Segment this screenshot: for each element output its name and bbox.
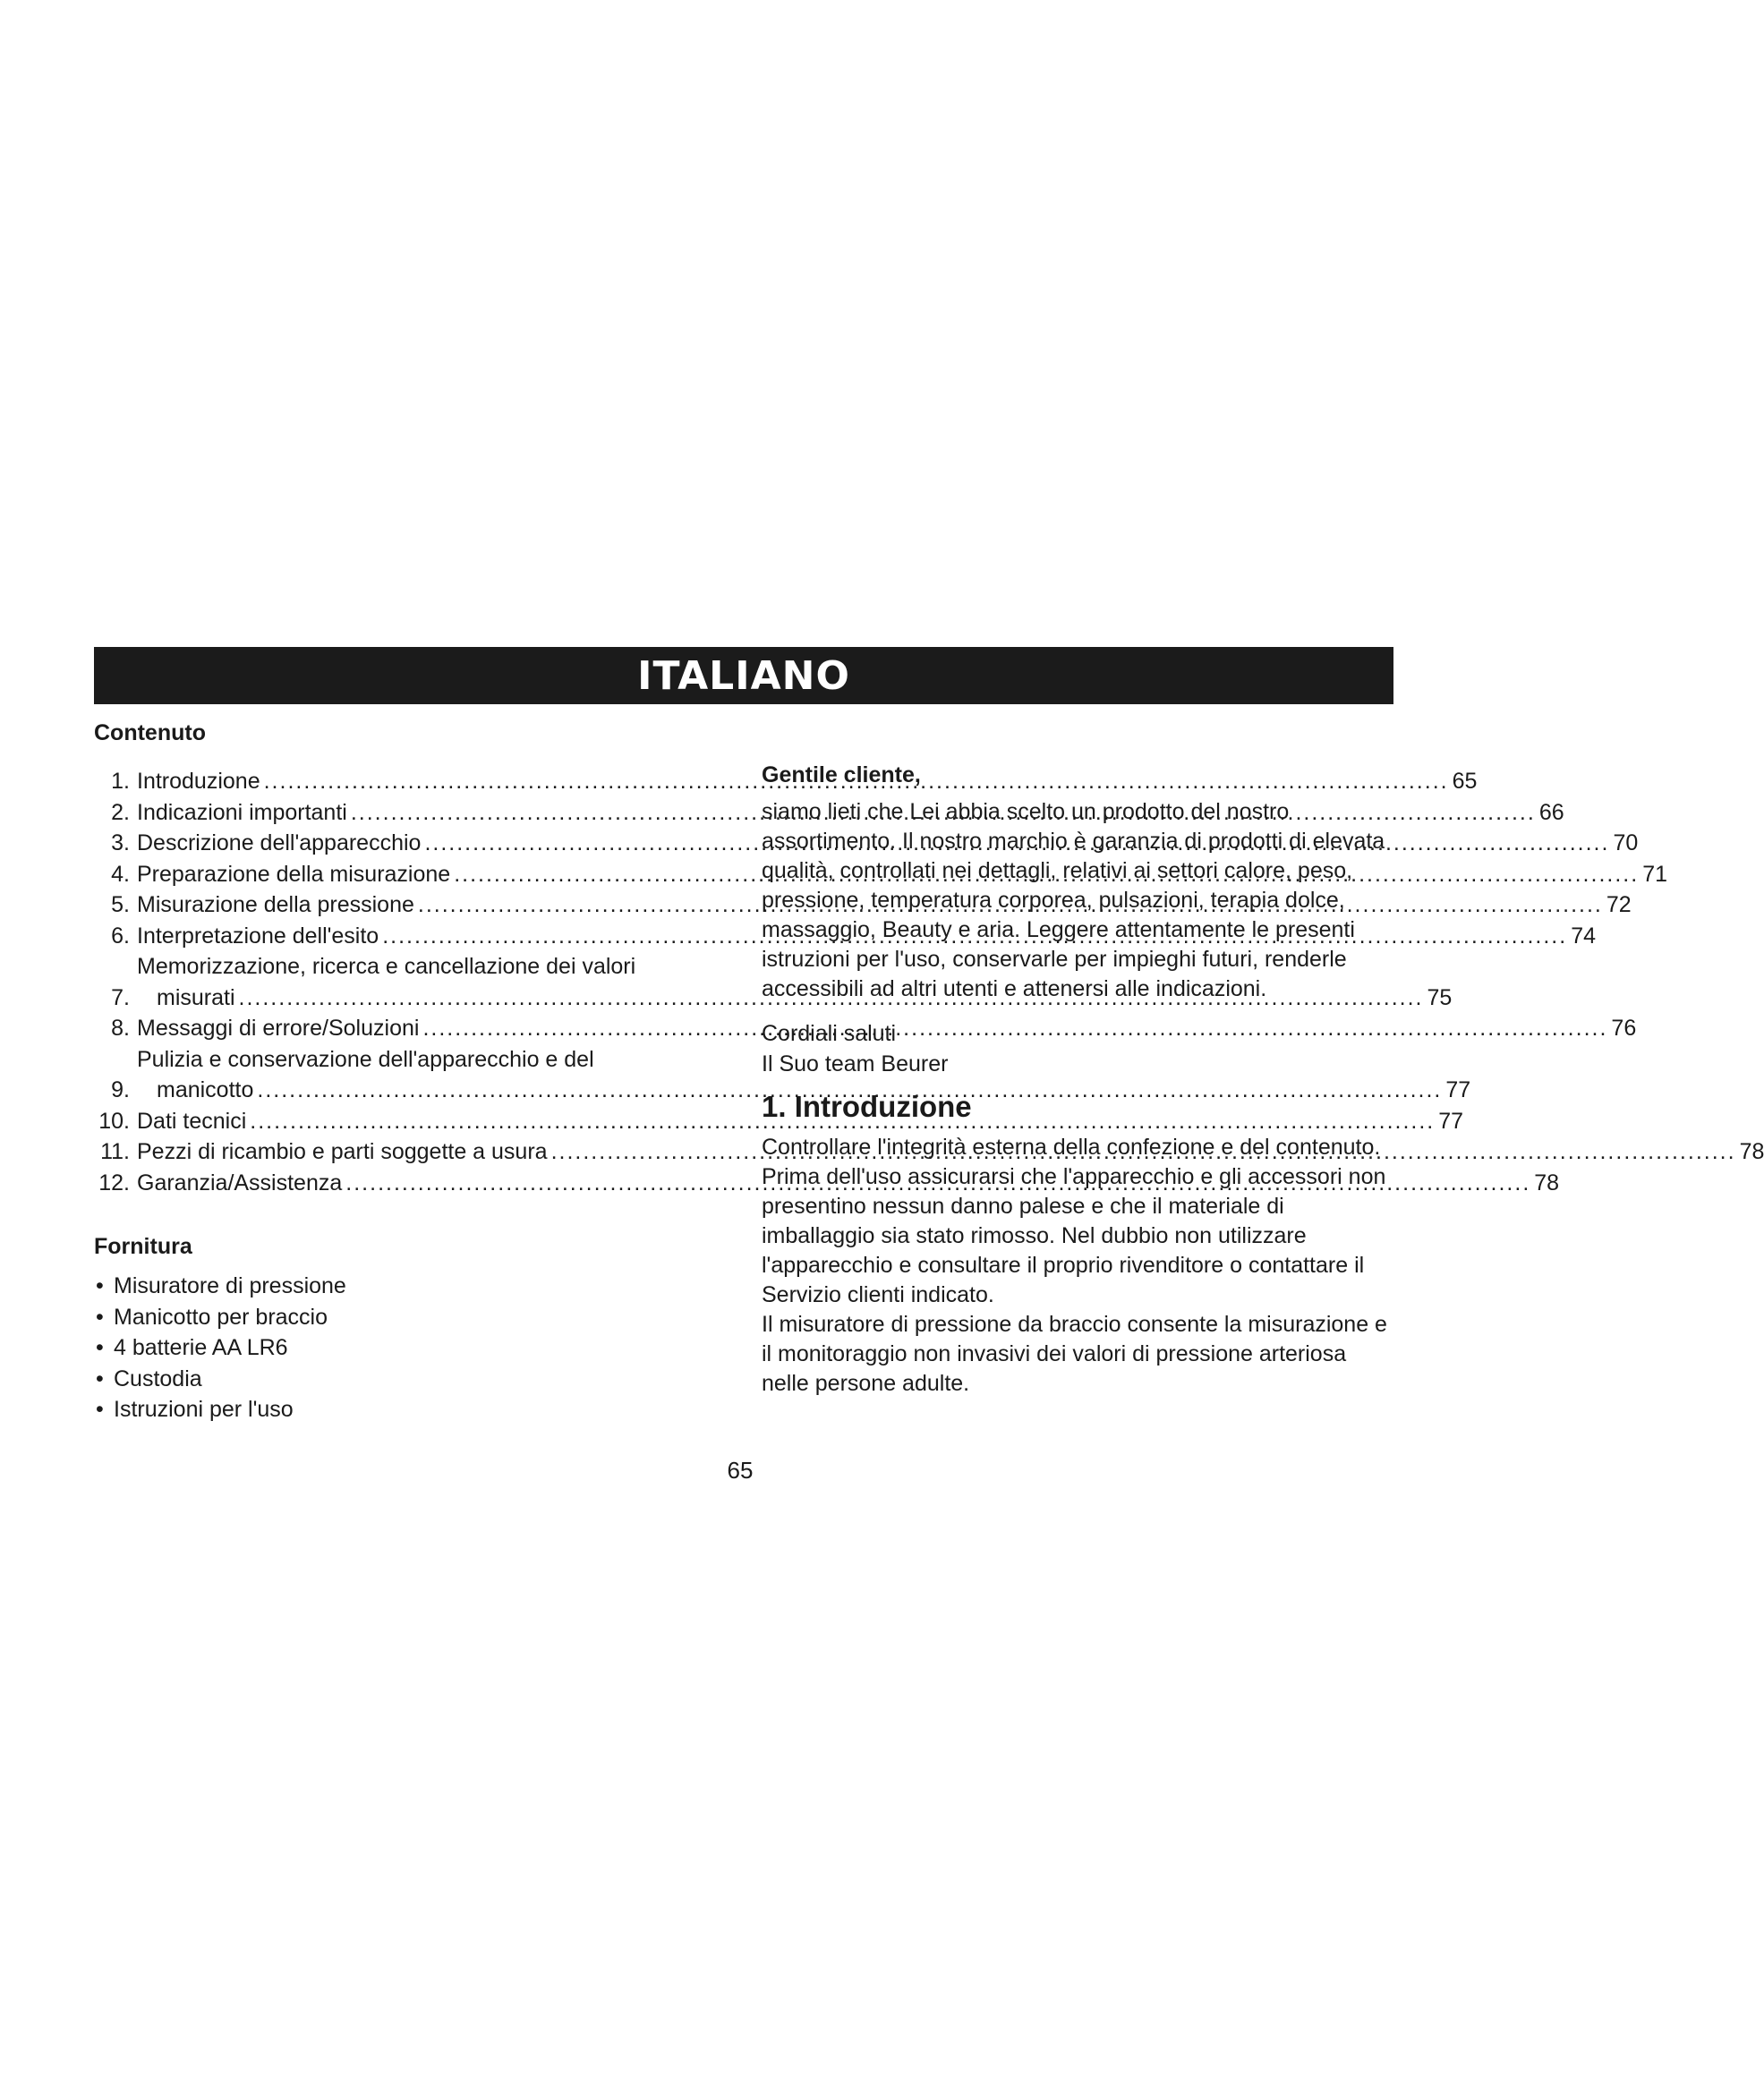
toc-number: 12.	[98, 1170, 130, 1195]
toc-item	[94, 1168, 1560, 1199]
toc-number: 11.	[100, 1139, 130, 1164]
closing-line-2: Il Suo team Beurer	[762, 1051, 949, 1076]
toc-item	[94, 859, 1667, 890]
toc-title: Indicazioni importanti	[137, 799, 347, 825]
language-banner	[94, 647, 1393, 704]
toc-item	[94, 797, 1564, 829]
toc-number: 6.	[111, 923, 130, 949]
toc-title: Pulizia e conservazione dell'apparecchio e del	[137, 1046, 594, 1072]
letter-body: siamo lieti che Lei abbia scelto un prodotto del nostro assortimento. Il nostro marchio è garanzia di prodotti di elevata qualità, controllati nei dettagli, relativi ai settori calore, peso, pressione, temperatura corporea, pulsazioni, terapia dolce, massaggio, Beauty e aria. Leggere attentamente le presenti istruzioni per l'uso, conservarle per impieghi futuri, renderle accessibili ad altri utenti e attenersi alle indicazioni.	[762, 799, 1385, 1001]
bullet-icon: •	[96, 1397, 104, 1422]
toc-title: Introduzione	[137, 769, 260, 794]
closing-line-1: Cordiali saluti	[762, 1021, 897, 1046]
toc-page-number: 78	[1534, 1170, 1560, 1195]
intro-paragraph-1: Controllare l'integrità esterna della confezione e del contenuto. Prima dell'uso assicurarsi che l'apparecchio e gli accessori non presentino nessun danno palese e che il materiale di imballaggio sia stato rimosso. Nel dubbio non utilizzare l'apparecchio e consultare il proprio rivenditore o contattare il Servizio clienti indicato.	[762, 1135, 1386, 1307]
toc-number: 8.	[111, 1016, 130, 1041]
toc-page-number: 75	[1427, 984, 1453, 1010]
toc-number: 4.	[111, 861, 130, 887]
bullet-icon: •	[96, 1366, 104, 1391]
toc-page-number: 71	[1642, 861, 1667, 887]
fornitura-item-text: Manicotto per braccio	[114, 1304, 328, 1330]
greeting: Gentile cliente,	[762, 762, 921, 787]
fornitura-item	[94, 1394, 720, 1425]
right-column	[762, 762, 1393, 1399]
toc-page-number: 72	[1606, 892, 1632, 917]
toc-page-number: 76	[1611, 1016, 1637, 1041]
toc-title: misurati	[157, 984, 235, 1010]
banner-title: ITALIANO	[637, 652, 850, 699]
toc-number: 5.	[111, 892, 130, 917]
toc-title: Descrizione dell'apparecchio	[137, 830, 422, 855]
fornitura-item-text: 4 batterie AA LR6	[114, 1335, 288, 1360]
fornitura-item	[94, 1271, 720, 1302]
bullet-icon: •	[96, 1273, 104, 1298]
fornitura-item	[94, 1302, 720, 1333]
toc-title: Interpretazione dell'esito	[137, 923, 379, 949]
fornitura-item	[94, 1332, 720, 1364]
contents-heading: Contenuto	[94, 720, 206, 745]
bullet-icon: •	[96, 1304, 104, 1330]
toc-title: Dati tecnici	[137, 1108, 247, 1134]
toc-title: Pezzi di ricambio e parti soggette a usura	[137, 1139, 548, 1164]
toc-title: Messaggi di errore/Soluzioni	[137, 1016, 420, 1041]
letter-closing	[762, 1018, 1393, 1079]
toc-title: manicotto	[157, 1077, 254, 1102]
intro-paragraph-2: Il misuratore di pressione da braccio consente la misurazione e il monitoraggio non invasivi dei valori di pressione arteriosa nelle persone adulte.	[762, 1312, 1387, 1396]
fornitura-item	[94, 1364, 720, 1395]
toc-title: Preparazione della misurazione	[137, 861, 451, 887]
toc-item	[94, 921, 1597, 952]
toc-number: 9.	[111, 1077, 130, 1102]
toc-title: Garanzia/Assistenza	[137, 1170, 343, 1195]
toc-page-number: 77	[1445, 1077, 1471, 1102]
toc-number: 7.	[111, 984, 130, 1010]
fornitura-item-text: Istruzioni per l'uso	[114, 1397, 294, 1422]
toc-page-number: 77	[1438, 1108, 1464, 1134]
fornitura-item-text: Misuratore di pressione	[114, 1273, 346, 1298]
toc-item	[94, 951, 1453, 1013]
bullet-icon: •	[96, 1335, 104, 1360]
toc-item	[94, 828, 1639, 859]
fornitura-list	[94, 1271, 720, 1425]
toc-page-number: 66	[1538, 799, 1564, 825]
toc-title: Misurazione della pressione	[137, 892, 414, 917]
toc-page-number: 65	[1452, 769, 1478, 794]
toc-title: Memorizzazione, ricerca e cancellazione dei valori	[137, 954, 636, 979]
toc-item	[94, 1136, 1764, 1168]
toc-page-number: 70	[1613, 830, 1639, 855]
toc-number: 3.	[111, 830, 130, 855]
toc-page-number: 78	[1739, 1139, 1764, 1164]
toc-page-number: 74	[1571, 923, 1597, 949]
fornitura-heading: Fornitura	[94, 1234, 192, 1259]
page-number: 65	[727, 1457, 754, 1484]
fornitura-item-text: Custodia	[114, 1366, 202, 1391]
toc-item	[94, 889, 1632, 921]
toc-number: 1.	[111, 769, 130, 794]
toc-number: 10.	[98, 1108, 130, 1134]
toc-number: 2.	[111, 799, 130, 825]
intro-heading: 1. Introduzione	[762, 1090, 972, 1123]
